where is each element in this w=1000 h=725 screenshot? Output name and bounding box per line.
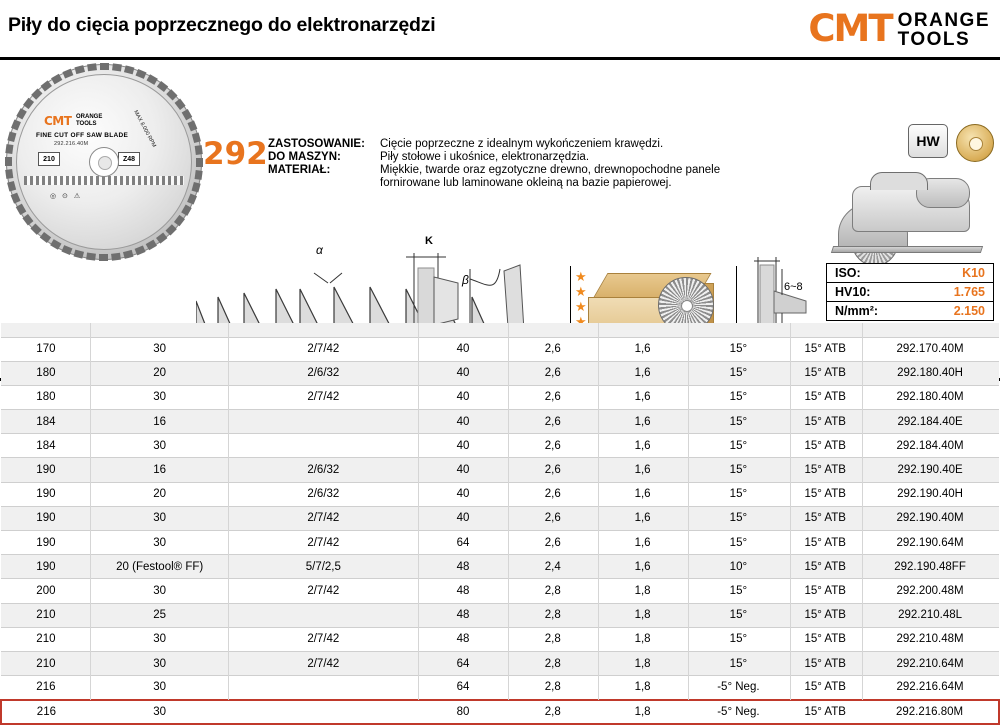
blade-warning-icons: ◎ ⊙ ⚠	[50, 193, 83, 200]
table-cell-bore: 30	[91, 676, 229, 700]
table-cell-b: 2,6	[508, 410, 598, 434]
table-cell-code: 292.170.40M	[861, 337, 999, 361]
table-col-sep-5	[598, 323, 599, 700]
table-cell-t: 1,6	[598, 482, 688, 506]
table-cell-angle: 15°	[687, 651, 789, 675]
blade-tooth	[124, 65, 135, 74]
table-cell-d: 170	[1, 337, 91, 361]
table-cell-b: 2,6	[508, 531, 598, 555]
blade-tooth	[16, 108, 27, 119]
table-row[interactable]	[1, 361, 999, 385]
blade-tooth	[7, 132, 16, 143]
table-cell-bore: 30	[91, 506, 229, 530]
table-row[interactable]	[1, 579, 999, 603]
brand-orange-text: ORANGE	[897, 10, 990, 31]
table-cell-z: 48	[418, 627, 508, 651]
spec-row-application	[268, 138, 720, 150]
spec-label-application: ZASTOSOWANIE:	[268, 138, 365, 150]
blade-tooth	[87, 63, 97, 71]
table-cell-d: 210	[1, 651, 91, 675]
table-cell-d: 200	[1, 579, 91, 603]
table-row[interactable]	[1, 458, 999, 482]
blade-tooth	[187, 194, 197, 205]
table-cell-angle: 15°	[687, 627, 789, 651]
table-cell-angle: -5° Neg.	[687, 700, 789, 724]
table-cell-angle: 15°	[687, 482, 789, 506]
table-cell-bore: 30	[91, 579, 229, 603]
table-cell-angle: 15°	[687, 434, 789, 458]
blade-tooth	[136, 69, 147, 79]
table-cell-d: 184	[1, 410, 91, 434]
blade-tooth	[195, 145, 203, 155]
table-row[interactable]	[1, 531, 999, 555]
blade-tooth	[112, 63, 122, 71]
table-cell-d: 210	[1, 603, 91, 627]
table-cell-tooth: 15° ATB	[789, 603, 861, 627]
table-cell-code: 292.200.48M	[861, 579, 999, 603]
table-cell-t: 1,6	[598, 337, 688, 361]
table-row[interactable]	[1, 434, 999, 458]
brand-cmt-text: CMT	[808, 6, 892, 50]
table-cell-holes	[229, 434, 419, 458]
brand-tools-text: TOOLS	[897, 29, 971, 50]
product-variants-table	[0, 323, 1000, 725]
table-cell-z: 40	[418, 482, 508, 506]
table-cell-z: 40	[418, 337, 508, 361]
table-cell-tooth: 15° ATB	[789, 555, 861, 579]
table-row[interactable]	[1, 506, 999, 530]
table-cell-angle: 15°	[687, 603, 789, 627]
table-row[interactable]	[1, 651, 999, 675]
table-cell-b: 2,6	[508, 337, 598, 361]
table-cell-holes: 2/6/32	[229, 458, 419, 482]
table-col-sep-2	[228, 323, 229, 700]
table-cell-t: 1,6	[598, 506, 688, 530]
table-row[interactable]	[1, 700, 999, 724]
table-col-sep-3	[418, 323, 419, 700]
table-cell-z: 40	[418, 506, 508, 530]
table-cell-code: 292.190.40H	[861, 482, 999, 506]
table-cell-bore: 30	[91, 337, 229, 361]
table-cell-t: 1,8	[598, 651, 688, 675]
table-cell-angle: 15°	[687, 337, 789, 361]
table-cell-code: 292.216.64M	[861, 676, 999, 700]
table-cell-b: 2,8	[508, 676, 598, 700]
table-cell-t: 1,6	[598, 458, 688, 482]
table-cell-code: 292.184.40M	[861, 434, 999, 458]
blade-logo-tools: TOOLS	[76, 120, 97, 127]
table-cell-t: 1,8	[598, 627, 688, 651]
iso-label-hv10: HV10:	[835, 285, 871, 299]
blade-rpm-text: MAX 8.000 RPM	[132, 109, 157, 149]
spec-value-machines: Piły stołowe i ukośnice, elektronarzędzia.	[380, 151, 590, 163]
blade-tooth	[51, 74, 62, 85]
table-cell-d: 180	[1, 385, 91, 409]
table-cell-z: 64	[418, 651, 508, 675]
table-cell-t: 1,6	[598, 434, 688, 458]
disc-icon	[956, 124, 994, 162]
table-cell-bore: 30	[91, 434, 229, 458]
table-cell-z: 48	[418, 579, 508, 603]
blade-badge-teeth: Z48	[118, 152, 140, 166]
table-cell-bore: 30	[91, 651, 229, 675]
iso-row-nmm2	[827, 302, 993, 320]
table-row[interactable]	[1, 482, 999, 506]
table-cell-tooth: 15° ATB	[789, 482, 861, 506]
blade-code: 292.216.40M	[54, 141, 89, 147]
table-cell-angle: 10°	[687, 555, 789, 579]
table-cell-d: 190	[1, 458, 91, 482]
table-cell-holes: 2/7/42	[229, 506, 419, 530]
blade-tooth	[62, 69, 73, 79]
blade-teeth-strip	[24, 176, 184, 185]
blade-tooth	[23, 98, 34, 109]
table-cell-holes: 5/7/2,5	[229, 555, 419, 579]
blade-tooth	[5, 144, 13, 154]
table-cell-code: 292.180.40M	[861, 385, 999, 409]
blade-badge-diameter: 210	[38, 152, 60, 166]
table-cell-b: 2,4	[508, 555, 598, 579]
table-cell-z: 64	[418, 531, 508, 555]
blade-description: FINE CUT OFF SAW BLADE	[36, 132, 129, 139]
iso-label-nmm2: N/mm²:	[835, 304, 879, 318]
table-cell-t: 1,8	[598, 676, 688, 700]
table-cell-tooth: 15° ATB	[789, 385, 861, 409]
table-cell-z: 48	[418, 603, 508, 627]
table-cell-bore: 30	[91, 627, 229, 651]
table-cell-bore: 16	[91, 458, 229, 482]
table-cell-z: 40	[418, 434, 508, 458]
blade-tooth	[196, 158, 203, 167]
table-cell-z: 40	[418, 410, 508, 434]
table-cell-d: 180	[1, 361, 91, 385]
spec-label-machines: DO MASZYN:	[268, 151, 341, 163]
blade-tooth	[175, 99, 186, 110]
table-cell-angle: 15°	[687, 579, 789, 603]
hw-badge: HW	[908, 124, 948, 158]
table-cell-code: 292.180.40H	[861, 361, 999, 385]
saw-blade-image	[6, 64, 202, 260]
table-cell-z: 40	[418, 385, 508, 409]
table-cell-z: 40	[418, 458, 508, 482]
blade-tooth	[100, 63, 109, 70]
table-cell-tooth: 15° ATB	[789, 506, 861, 530]
table-cell-angle: 15°	[687, 361, 789, 385]
table-cell-holes: 2/7/42	[229, 337, 419, 361]
table-cell-bore: 20 (Festool® FF)	[91, 555, 229, 579]
table-cell-code: 292.184.40E	[861, 410, 999, 434]
table-cell-code: 292.210.48L	[861, 603, 999, 627]
spec-value-material-line2: fornirowane lub laminowane okleiną na bazie papierowej.	[380, 177, 672, 189]
table-cell-t: 1,6	[598, 410, 688, 434]
table-cell-b: 2,6	[508, 506, 598, 530]
table-cell-bore: 30	[91, 531, 229, 555]
rating-stars: ★ ★ ★ ★ ★	[575, 269, 587, 344]
table-cell-holes	[229, 410, 419, 434]
blade-tooth	[41, 80, 52, 91]
iso-value-nmm2: 2.150	[953, 304, 985, 318]
iso-value-iso: K10	[962, 266, 985, 280]
table-cell-d: 216	[1, 676, 91, 700]
table-cell-b: 2,6	[508, 361, 598, 385]
table-cell-holes: 2/7/42	[229, 385, 419, 409]
iso-row-hv10	[827, 283, 993, 302]
blade-tooth	[182, 109, 193, 120]
table-cell-angle: 15°	[687, 385, 789, 409]
blade-logo-orange: ORANGE	[76, 114, 103, 120]
table-cell-t: 1,8	[598, 579, 688, 603]
spec-value-material: Miękkie, twarde oraz egzotyczne drewno, drewnopochodne panele	[380, 164, 721, 176]
spec-label-material: MATERIAŁ:	[268, 164, 331, 176]
table-cell-holes: 2/7/42	[229, 627, 419, 651]
table-cell-tooth: 15° ATB	[789, 676, 861, 700]
table-cell-angle: 15°	[687, 410, 789, 434]
blade-tooth	[181, 205, 192, 216]
table-cell-t: 1,6	[598, 531, 688, 555]
table-col-sep-4	[508, 323, 509, 700]
table-cell-code: 292.210.64M	[861, 651, 999, 675]
table-cell-b: 2,6	[508, 385, 598, 409]
table-row[interactable]	[1, 603, 999, 627]
blade-tooth	[16, 204, 27, 215]
table-cell-tooth: 15° ATB	[789, 434, 861, 458]
table-cell-bore: 20	[91, 482, 229, 506]
table-cell-tooth: 15° ATB	[789, 627, 861, 651]
blade-tooth	[7, 181, 16, 192]
table-cell-b: 2,8	[508, 627, 598, 651]
blade-tooth	[11, 193, 21, 204]
table-cell-b: 2,8	[508, 603, 598, 627]
table-cell-b: 2,8	[508, 700, 598, 724]
table-row[interactable]	[1, 627, 999, 651]
table-cell-d: 190	[1, 506, 91, 530]
kerf-value-label: 6~8	[784, 281, 803, 293]
table-cell-z: 80	[418, 700, 508, 724]
blade-tooth	[75, 65, 86, 74]
table-cell-angle: 15°	[687, 506, 789, 530]
table-row[interactable]	[1, 676, 999, 700]
dimension-p-label: P	[425, 353, 433, 365]
table-col-sep-8	[862, 323, 863, 700]
table-cell-d: 184	[1, 434, 91, 458]
blade-tooth	[5, 169, 13, 179]
table-row[interactable]	[1, 555, 999, 579]
table-cell-bore: 20	[91, 361, 229, 385]
table-cell-b: 2,8	[508, 651, 598, 675]
table-cell-holes: 2/6/32	[229, 361, 419, 385]
product-number: 292	[203, 136, 268, 172]
angle-beta-label: β	[462, 273, 469, 287]
angle-alpha-label: α	[316, 243, 323, 257]
iso-value-hv10: 1.765	[953, 285, 985, 299]
table-cell-t: 1,8	[598, 603, 688, 627]
table-cell-t: 1,6	[598, 555, 688, 579]
table-cell-code: 292.216.80M	[861, 700, 999, 724]
table-cell-d: 190	[1, 482, 91, 506]
blade-tooth	[192, 133, 201, 144]
blade-logo-orange-tools	[76, 114, 102, 128]
blade-tooth	[192, 182, 201, 193]
table-cell-holes: 2/7/42	[229, 579, 419, 603]
page-title: Piły do cięcia poprzecznego do elektronarzędzi	[8, 14, 436, 36]
blade-tooth	[31, 88, 42, 99]
table-cell-z: 48	[418, 555, 508, 579]
table-cell-tooth: 15° ATB	[789, 337, 861, 361]
table-cell-holes: 2/7/42	[229, 651, 419, 675]
table-col-sep-7	[790, 323, 791, 700]
table-cell-tooth: 15° ATB	[789, 700, 861, 724]
table-cell-b: 2,8	[508, 579, 598, 603]
spec-value-application: Cięcie poprzeczne z idealnym wykończeniem krawędzi.	[380, 138, 664, 150]
table-cell-z: 40	[418, 361, 508, 385]
table-cell-holes: 2/7/42	[229, 531, 419, 555]
blade-tooth	[174, 215, 185, 226]
table-cell-t: 1,6	[598, 361, 688, 385]
table-cell-angle: -5° Neg.	[687, 676, 789, 700]
blade-bore	[89, 147, 119, 177]
blade-tooth	[11, 119, 21, 130]
table-header-spacer	[1, 323, 999, 337]
table-cell-holes	[229, 676, 419, 700]
table-cell-b: 2,6	[508, 434, 598, 458]
blade-tooth	[157, 81, 168, 92]
table-cell-code: 292.190.40M	[861, 506, 999, 530]
table-cell-holes	[229, 700, 419, 724]
table-cell-d: 190	[1, 531, 91, 555]
blade-tooth	[147, 74, 158, 85]
brand-logo	[808, 0, 1000, 49]
table-cell-holes	[229, 603, 419, 627]
table-cell-code: 292.190.48FF	[861, 555, 999, 579]
table-cell-tooth: 15° ATB	[789, 410, 861, 434]
table-cell-bore: 30	[91, 385, 229, 409]
dimension-k-label: K	[425, 235, 433, 247]
blade-tooth	[5, 157, 12, 166]
product-spec-list	[268, 138, 720, 189]
table-cell-holes: 2/6/32	[229, 482, 419, 506]
table-cell-code: 292.190.64M	[861, 531, 999, 555]
blade-tooth	[22, 214, 33, 225]
blade-tooth	[187, 120, 197, 131]
table-cell-b: 2,6	[508, 458, 598, 482]
table-cell-d: 216	[1, 700, 91, 724]
table-cell-bore: 30	[91, 700, 229, 724]
table-row[interactable]	[1, 337, 999, 361]
table-cell-b: 2,6	[508, 482, 598, 506]
table-col-sep-6	[688, 323, 689, 700]
table-cell-bore: 25	[91, 603, 229, 627]
table-cell-z: 64	[418, 676, 508, 700]
table-cell-t: 1,6	[598, 385, 688, 409]
table-row[interactable]	[1, 385, 999, 409]
table-cell-code: 292.210.48M	[861, 627, 999, 651]
spec-row-machines	[268, 151, 720, 163]
iso-row-iso	[827, 264, 993, 283]
table-col-sep-1	[90, 323, 91, 700]
table-cell-d: 190	[1, 555, 91, 579]
table-cell-tooth: 15° ATB	[789, 361, 861, 385]
table-cell-tooth: 15° ATB	[789, 531, 861, 555]
iso-label-iso: ISO:	[835, 266, 861, 280]
table-cell-angle: 15°	[687, 458, 789, 482]
page-header	[0, 0, 1000, 58]
table-cell-tooth: 15° ATB	[789, 579, 861, 603]
table-row[interactable]	[1, 410, 999, 434]
table-cell-tooth: 15° ATB	[789, 651, 861, 675]
table-cell-d: 210	[1, 627, 91, 651]
table-cell-bore: 16	[91, 410, 229, 434]
blade-tooth	[195, 170, 203, 180]
iso-properties-table	[826, 263, 994, 321]
blade-tooth	[166, 89, 177, 100]
table-cell-tooth: 15° ATB	[789, 458, 861, 482]
spec-row-material	[268, 164, 720, 176]
table-cell-angle: 15°	[687, 531, 789, 555]
table-cell-code: 292.190.40E	[861, 458, 999, 482]
blade-logo-cmt: CMT	[44, 114, 72, 128]
table-cell-t: 1,8	[598, 700, 688, 724]
